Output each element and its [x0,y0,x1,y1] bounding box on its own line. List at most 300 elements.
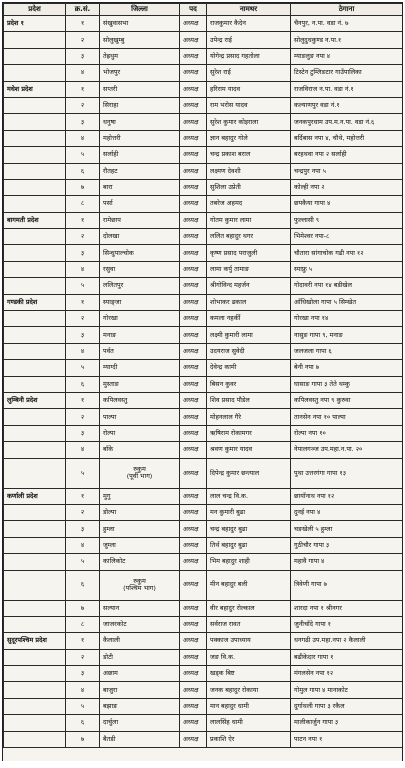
post-cell: अध्यक्ष [180,343,207,359]
name-cell: चन्द्र प्रकाश बराल [207,147,291,163]
name-cell: दिपेन्द्र कुमार छन्त्याल [207,458,291,488]
district-cell: डोटी [100,649,180,665]
serial-cell: ४ [66,261,100,277]
post-cell: अध्यक्ष [180,600,207,616]
serial-cell: २ [66,649,100,665]
name-cell: मान बहादुर धामी [207,698,291,714]
province-cell: बागमती प्रदेश [4,212,66,228]
serial-cell: ४ [66,65,100,81]
serial-cell: ७ [66,731,100,747]
serial-cell: ७ [66,179,100,195]
address-cell: गोदावरी नपा १४ बडीखेल [291,278,403,294]
district-cell: म्याग्दी [100,360,180,376]
province-cell [4,343,66,359]
table-row [4,537,403,553]
post-cell: अध्यक्ष [180,425,207,441]
district-cell: सिन्धुपाल्चोक [100,245,180,261]
district-cell: सर्लाही [100,147,180,163]
table-row [4,81,403,97]
table-row [4,458,403,488]
table-row [4,731,403,747]
address-cell: बर्दिबास नपा ४, चौथे, महोत्तरी [291,130,403,146]
post-cell: अध्यक्ष [180,16,207,32]
post-cell: अध्यक्ष [180,376,207,392]
table-row [4,212,403,228]
name-cell: शोभाकर ढकाल [207,294,291,310]
address-cell: जुनीचाँदे गापा १ [291,616,403,632]
table-row [4,147,403,163]
table-row [4,32,403,48]
serial-cell: ६ [66,376,100,392]
table-row [4,600,403,616]
district-cell: ललितपुर [100,278,180,294]
name-cell: देवेन्द्र कामी [207,360,291,376]
name-cell: हरिराम यादव [207,81,291,97]
address-cell: सोलुदुधकुण्ड न.पा.१ [291,32,403,48]
serial-cell: २ [66,229,100,245]
name-cell: लाल चन्द्र वि.क. [207,488,291,504]
name-cell: मोहनलाल गैरे [207,409,291,425]
address-cell: चौतारा सांगाचोक गढी नपा १२ [291,245,403,261]
table-header-row [4,4,403,16]
serial-cell: १ [66,392,100,408]
district-cell: मुगु [100,488,180,504]
address-cell: पाटन नपा १ [291,731,403,747]
address-cell: म्याङलुङ नपा ४ [291,48,403,64]
address-cell: कोल्ही नपा २ [291,179,403,195]
post-cell: अध्यक्ष [180,616,207,632]
post-cell: अध्यक्ष [180,649,207,665]
province-cell [4,147,66,163]
post-cell: अध्यक्ष [180,163,207,179]
post-cell: अध्यक्ष [180,97,207,113]
post-cell: अध्यक्ष [180,294,207,310]
serial-cell: २ [66,311,100,327]
district-cell: पाल्पा [100,409,180,425]
address-cell: तानसेन नपा १० पाल्पा [291,409,403,425]
table-row [4,97,403,113]
serial-cell: ३ [66,48,100,64]
province-cell [4,376,66,392]
serial-cell: २ [66,97,100,113]
province-cell: लुम्बिनी प्रदेश [4,392,66,408]
province-cell [4,130,66,146]
district-cell: भोजपुर [100,65,180,81]
serial-cell: ५ [66,360,100,376]
name-cell: जनक बहादुर रोकाया [207,682,291,698]
post-cell: अध्यक्ष [180,715,207,731]
table-row [4,376,403,392]
district-cell: बाँके [100,442,180,458]
province-cell [4,278,66,294]
table-row [4,48,403,64]
province-cell [4,616,66,632]
address-cell: फुल्लासी ९ [291,212,403,228]
name-cell: शिव प्रसाद पौडेल [207,392,291,408]
name-cell: राजकुमार कैदेन [207,16,291,32]
table-row [4,504,403,520]
address-cell: गोरखा नपा १४ [291,311,403,327]
province-cell: मधेश प्रदेश [4,81,66,97]
address-cell: कपिलवस्तु नपा ९ कुरुवा [291,392,403,408]
post-cell: अध्यक्ष [180,311,207,327]
district-cell: रोल्पा [100,425,180,441]
name-cell: जङ वि.क. [207,649,291,665]
serial-cell: ४ [66,442,100,458]
serial-cell: ५ [66,554,100,570]
province-cell: कर्णाली प्रदेश [4,488,66,504]
province-cell [4,196,66,212]
table-row [4,666,403,682]
district-cell: बारा [100,179,180,195]
header-serial: क्र.सं. [66,4,100,16]
post-cell: अध्यक्ष [180,32,207,48]
post-cell: अध्यक्ष [180,458,207,488]
address-cell: छायाँनाथ नपा १२ [291,488,403,504]
post-cell: अध्यक्ष [180,114,207,130]
header-post: पद [180,4,207,16]
table-row [4,179,403,195]
header-name: नामथर [207,4,291,16]
district-cell: रुकुम (पूर्वी भाग) [100,458,180,488]
table-row [4,360,403,376]
district-cell: रसुवा [100,261,180,277]
post-cell: अध्यक्ष [180,570,207,600]
address-cell: टिस्टेन टुम्लिङटार गाउँपालिका [291,65,403,81]
table-row [4,196,403,212]
table-row [4,698,403,714]
table-row [4,343,403,359]
name-cell: कृष्ण प्रसाद पराजुली [207,245,291,261]
post-cell: अध्यक्ष [180,537,207,553]
table-row [4,649,403,665]
post-cell: अध्यक्ष [180,488,207,504]
serial-cell: ३ [66,425,100,441]
address-cell: गोमुल गापा ४ मानाकोट [291,682,403,698]
table-row [4,245,403,261]
serial-cell: १ [66,212,100,228]
province-cell [4,521,66,537]
table-row [4,294,403,310]
table-row [4,554,403,570]
table-row [4,442,403,458]
province-cell [4,425,66,441]
province-cell [4,360,66,376]
serial-cell: २ [66,32,100,48]
district-cell: तेह्रथुम [100,48,180,64]
province-cell [4,311,66,327]
province-cell [4,698,66,714]
name-cell: तबरेज अहमद [207,196,291,212]
address-cell: नेपालगञ्ज उप.महा.न.पा. २० [291,442,403,458]
table-row [4,392,403,408]
district-cell: बझाङ [100,698,180,714]
address-cell: जलजला गापा ६ [291,343,403,359]
name-cell: प्रकाशि ऐर [207,731,291,747]
table-row [4,682,403,698]
header-province: प्रदेश [4,4,66,16]
serial-cell: ८ [66,616,100,632]
address-cell: शारदा नपा १ श्रीनगर [291,600,403,616]
province-cell [4,97,66,113]
district-cell: दोलखा [100,229,180,245]
province-cell [4,537,66,553]
name-cell: कमला नहर्की [207,311,291,327]
serial-cell: ६ [66,715,100,731]
serial-cell: ४ [66,343,100,359]
post-cell: अध्यक्ष [180,278,207,294]
address-cell: स्याफ्रु ५ [291,261,403,277]
table-row [4,633,403,649]
district-cell: सोलुखुम्बु [100,32,180,48]
table-row [4,278,403,294]
post-cell: अध्यक्ष [180,633,207,649]
name-cell: ललित बहादुर थगर [207,229,291,245]
document-sheet [2,2,403,762]
address-cell: रोल्पा नपा १० [291,425,403,441]
address-cell: आँधिखोला गापा ५ सिम्खेत [291,294,403,310]
name-cell: गोतम कुमार लामा [207,212,291,228]
address-cell: दुनई नपा ४ [291,504,403,520]
header-address: ठेगाना [291,4,403,16]
address-cell: राजविराज न.पा. वडा नं.१ [291,81,403,97]
province-cell [4,327,66,343]
district-cell: रुकुम (पश्चिम भाग) [100,570,180,600]
address-cell: चैनपुर, न.पा. वडा नं. ७ [291,16,403,32]
province-cell [4,229,66,245]
table-row [4,229,403,245]
post-cell: अध्यक्ष [180,392,207,408]
district-cell: पर्सा [100,196,180,212]
serial-cell: २ [66,409,100,425]
serial-cell: ४ [66,130,100,146]
district-cell: स्याङ्जा [100,294,180,310]
serial-cell: १ [66,294,100,310]
district-cell: संखुवासभा [100,16,180,32]
district-cell: बैतडी [100,731,180,747]
district-cell: कालिकोट [100,554,180,570]
name-cell: राम भरोस यादव [207,97,291,113]
post-cell: अध्यक्ष [180,48,207,64]
serial-cell: ५ [66,458,100,488]
serial-cell: ३ [66,521,100,537]
province-cell [4,163,66,179]
name-cell: मन कुमारी बुढा [207,504,291,520]
post-cell: अध्यक्ष [180,698,207,714]
name-cell: सुरेश राई [207,65,291,81]
address-cell: बढीकेदार गापा १ [291,649,403,665]
province-cell [4,114,66,130]
name-cell: लामा कर्पु तामाङ [207,261,291,277]
post-cell: अध्यक्ष [180,147,207,163]
address-cell: नासुङ गापा ९, मनाङ [291,327,403,343]
name-cell: सर्वराज रावत [207,616,291,632]
name-cell: सुशिला उप्रेती [207,179,291,195]
address-cell: मंगलसेन नपा १२ [291,666,403,682]
province-cell [4,32,66,48]
province-cell: सुदूरपश्चिम प्रदेश [4,633,66,649]
table-row [4,163,403,179]
province-cell [4,261,66,277]
post-cell: अध्यक्ष [180,554,207,570]
post-cell: अध्यक्ष [180,81,207,97]
district-cell: हुम्ला [100,521,180,537]
post-cell: अध्यक्ष [180,229,207,245]
serial-cell: २ [66,504,100,520]
name-cell: खड्क बिष्ट [207,666,291,682]
province-cell: गण्डकी प्रदेश [4,294,66,310]
province-cell: प्रदेश १ [4,16,66,32]
province-cell [4,682,66,698]
province-cell [4,442,66,458]
name-cell: श्रवण कुमार यादव [207,442,291,458]
district-cell: जुम्ला [100,537,180,553]
post-cell: अध्यक्ष [180,360,207,376]
name-cell: श्रीगोविन्द महर्जन [207,278,291,294]
table-row [4,261,403,277]
table-row [4,327,403,343]
page-bottom-margin [0,761,405,768]
post-cell: अध्यक्ष [180,212,207,228]
serial-cell: ५ [66,147,100,163]
province-cell [4,600,66,616]
serial-cell: ३ [66,245,100,261]
serial-cell: ६ [66,570,100,600]
table-row [4,488,403,504]
district-cell: बाजुरा [100,682,180,698]
serial-cell: ४ [66,537,100,553]
serial-cell: ६ [66,163,100,179]
table-row [4,65,403,81]
address-cell: गुठीचौर गापा ३ [291,537,403,553]
address-cell: त्रिवेणी गापा ७ [291,570,403,600]
address-cell: धनगढी उप.महा.नपा २ कैलाली [291,633,403,649]
province-cell [4,715,66,731]
province-cell [4,570,66,600]
district-cell: सल्यान [100,600,180,616]
name-cell: लक्ष्मी कुमारी लामा [207,327,291,343]
name-cell: भिम बहादुर शाही [207,554,291,570]
post-cell: अध्यक्ष [180,65,207,81]
address-cell: पुथा उत्तरगंगा गापा १३ [291,458,403,488]
name-cell: मीन बहादुर बली [207,570,291,600]
post-cell: अध्यक्ष [180,521,207,537]
table-row [4,114,403,130]
district-cell: महोत्तरी [100,130,180,146]
roster-table [3,3,403,748]
post-cell: अध्यक्ष [180,666,207,682]
province-cell [4,554,66,570]
name-cell: तिर्थ बहादुर बुढा [207,537,291,553]
district-cell: धनुषा [100,114,180,130]
serial-cell: ७ [66,600,100,616]
name-cell: उदयराज सुवेदी [207,343,291,359]
address-cell: कल्याणपुर वडा नं.१ [291,97,403,113]
province-cell [4,458,66,488]
address-cell: भिमेश्वर नपा-८ [291,229,403,245]
name-cell: ज्ञान बहादुर गोले [207,130,291,146]
province-cell [4,504,66,520]
district-cell: गोरखा [100,311,180,327]
district-cell: सप्तरी [100,81,180,97]
serial-cell: ५ [66,278,100,294]
serial-cell: १ [66,81,100,97]
address-cell: बरहथवा नपा २ सर्लाही [291,147,403,163]
table-row [4,425,403,441]
address-cell: चङखेली ५ हुम्ला [291,521,403,537]
province-cell [4,409,66,425]
address-cell: महावै गापा ४ [291,554,403,570]
name-cell: चन्द्र बहादुर बुढा [207,521,291,537]
address-cell: घासाङ गापा ३ तेते थम्कु [291,376,403,392]
table-row [4,409,403,425]
address-cell: मालीकार्जुन गापा ३ [291,715,403,731]
post-cell: अध्यक्ष [180,130,207,146]
post-cell: अध्यक्ष [180,327,207,343]
district-cell: अछाम [100,666,180,682]
address-cell: दुर्गाथली गापा ३ रकैल [291,698,403,714]
address-cell: बेनी नपा ७ [291,360,403,376]
district-cell: डोल्पा [100,504,180,520]
province-cell [4,666,66,682]
table-row [4,616,403,632]
post-cell: अध्यक्ष [180,442,207,458]
name-cell: लालसिंह धामी [207,715,291,731]
province-cell [4,179,66,195]
post-cell: अध्यक्ष [180,245,207,261]
post-cell: अध्यक्ष [180,504,207,520]
name-cell: लक्ष्मण देवशी [207,163,291,179]
province-cell [4,731,66,747]
serial-cell: ३ [66,666,100,682]
name-cell: सुरेश कुमार कोइराला [207,114,291,130]
post-cell: अध्यक्ष [180,179,207,195]
post-cell: अध्यक्ष [180,731,207,747]
serial-cell: ४ [66,682,100,698]
district-cell: दार्चुला [100,715,180,731]
serial-cell: १ [66,16,100,32]
province-cell [4,65,66,81]
table-row [4,130,403,146]
name-cell: वीर बहादुर रोल्काल [207,600,291,616]
province-cell [4,245,66,261]
name-cell: ऋषिराम रोकामगर [207,425,291,441]
post-cell: अध्यक्ष [180,196,207,212]
header-district: जिल्ला [100,4,180,16]
district-cell: मुस्ताङ [100,376,180,392]
district-cell: सिराहा [100,97,180,113]
province-cell [4,48,66,64]
serial-cell: ३ [66,327,100,343]
serial-cell: ३ [66,114,100,130]
name-cell: बिसन कुवर [207,376,291,392]
serial-cell: ५ [66,698,100,714]
district-cell: पर्वत [100,343,180,359]
serial-cell: १ [66,633,100,649]
table-row [4,570,403,600]
district-cell: जाजरकोट [100,616,180,632]
district-cell: कपिलवस्तु [100,392,180,408]
serial-cell: १ [66,488,100,504]
address-cell: चन्द्रपुर नपा ५ [291,163,403,179]
table-row [4,16,403,32]
province-cell [4,649,66,665]
serial-cell: ८ [66,196,100,212]
table-row [4,521,403,537]
district-cell: कैलाली [100,633,180,649]
post-cell: अध्यक्ष [180,682,207,698]
name-cell: उपेन्द्र राई [207,32,291,48]
